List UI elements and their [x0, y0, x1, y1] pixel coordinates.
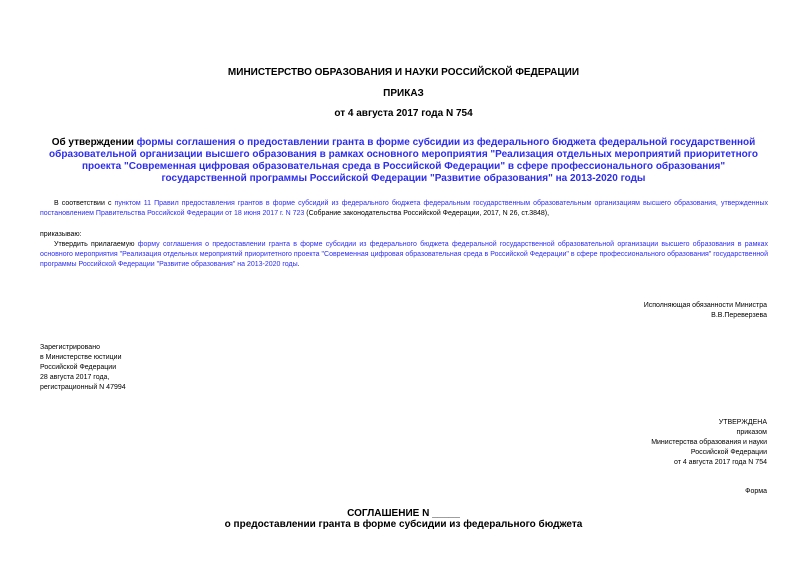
approval-block	[507, 418, 767, 468]
form-agreement-link[interactable]: форму соглашения о предоставлении гранта в форме субсидии из федерального бюджета федеральной государственной образовательной организации высшего образования в рамках основного мероприятия "Реализация отдельных мероприятий приоритетного проекта "Современная цифровая образовательная среда в Российской Федерации" в сфере профессионального образования" государственной программы Российской Федерации "Развитие образования" на 2013-2020 годы	[40, 241, 768, 268]
document-type: ПРИКАЗ	[383, 88, 424, 99]
registration-line: Российской Федерации	[40, 364, 117, 371]
signature-name: В.В.Переверзева	[711, 312, 767, 319]
registration-block	[40, 343, 240, 393]
approval-line: УТВЕРЖДЕНА	[718, 419, 767, 426]
preamble-paragraph	[40, 199, 768, 219]
order-date-number: от 4 августа 2017 года N 754	[334, 108, 473, 119]
approve-text-a: Утвердить прилагаемую	[54, 241, 138, 248]
approve-paragraph	[40, 240, 768, 270]
preamble-text-a: В соответствии с	[54, 200, 115, 207]
title-form-link[interactable]: формы соглашения о предоставлении гранта в форме субсидии из федерального бюджета федеральной государственной образовательной организации высшего образования в рамках основного мероприятия "Реализация отдельных мероприятий приоритетного проекта "Современная цифровая образовательная среда в Российской Федерации" в сфере профессионального образования" государственной программы Российской Федерации "Развитие образования" на 2013-2020 годы	[49, 137, 758, 184]
approve-text-b: .	[297, 261, 300, 268]
approval-line: от 4 августа 2017 года N 754	[673, 459, 767, 466]
preamble-text-b: (Собрание законодательства Российской Федерации, 2017, N 26, ст.3848),	[304, 210, 550, 217]
title-prefix: Об утверждении	[51, 137, 137, 148]
agreement-title: СОГЛАШЕНИЕ N _____	[347, 508, 460, 519]
registration-line: в Министерстве юстиции	[40, 354, 122, 361]
signature-block	[507, 301, 767, 321]
order-word: приказываю:	[40, 231, 82, 238]
approval-line: Министерства образования и науки	[651, 439, 767, 446]
ministry-heading: МИНИСТЕРСТВО ОБРАЗОВАНИЯ И НАУКИ РОССИЙСКОЙ ФЕДЕРАЦИИ	[227, 67, 580, 78]
registration-line: 28 августа 2017 года,	[40, 374, 110, 381]
signature-position: Исполняющая обязанности Министра	[643, 302, 767, 309]
registration-line: Зарегистрировано	[40, 344, 100, 351]
agreement-subtitle: о предоставлении гранта в форме субсидии из федерального бюджета	[224, 519, 583, 530]
approval-line: Российской Федерации	[690, 449, 767, 456]
form-label: Форма	[745, 488, 767, 495]
rules-link[interactable]: пунктом 11 Правил предоставления грантов в форме субсидий из федерального бюджета федеральным государственным образовательным организациям высшего образования, утвержденных постановлением Правительства Российской Федерации от 18 июня 2017 г. N 723	[40, 200, 768, 217]
order-title	[40, 137, 767, 185]
approval-line: приказом	[736, 429, 767, 436]
registration-line: регистрационный N 47994	[40, 384, 126, 391]
